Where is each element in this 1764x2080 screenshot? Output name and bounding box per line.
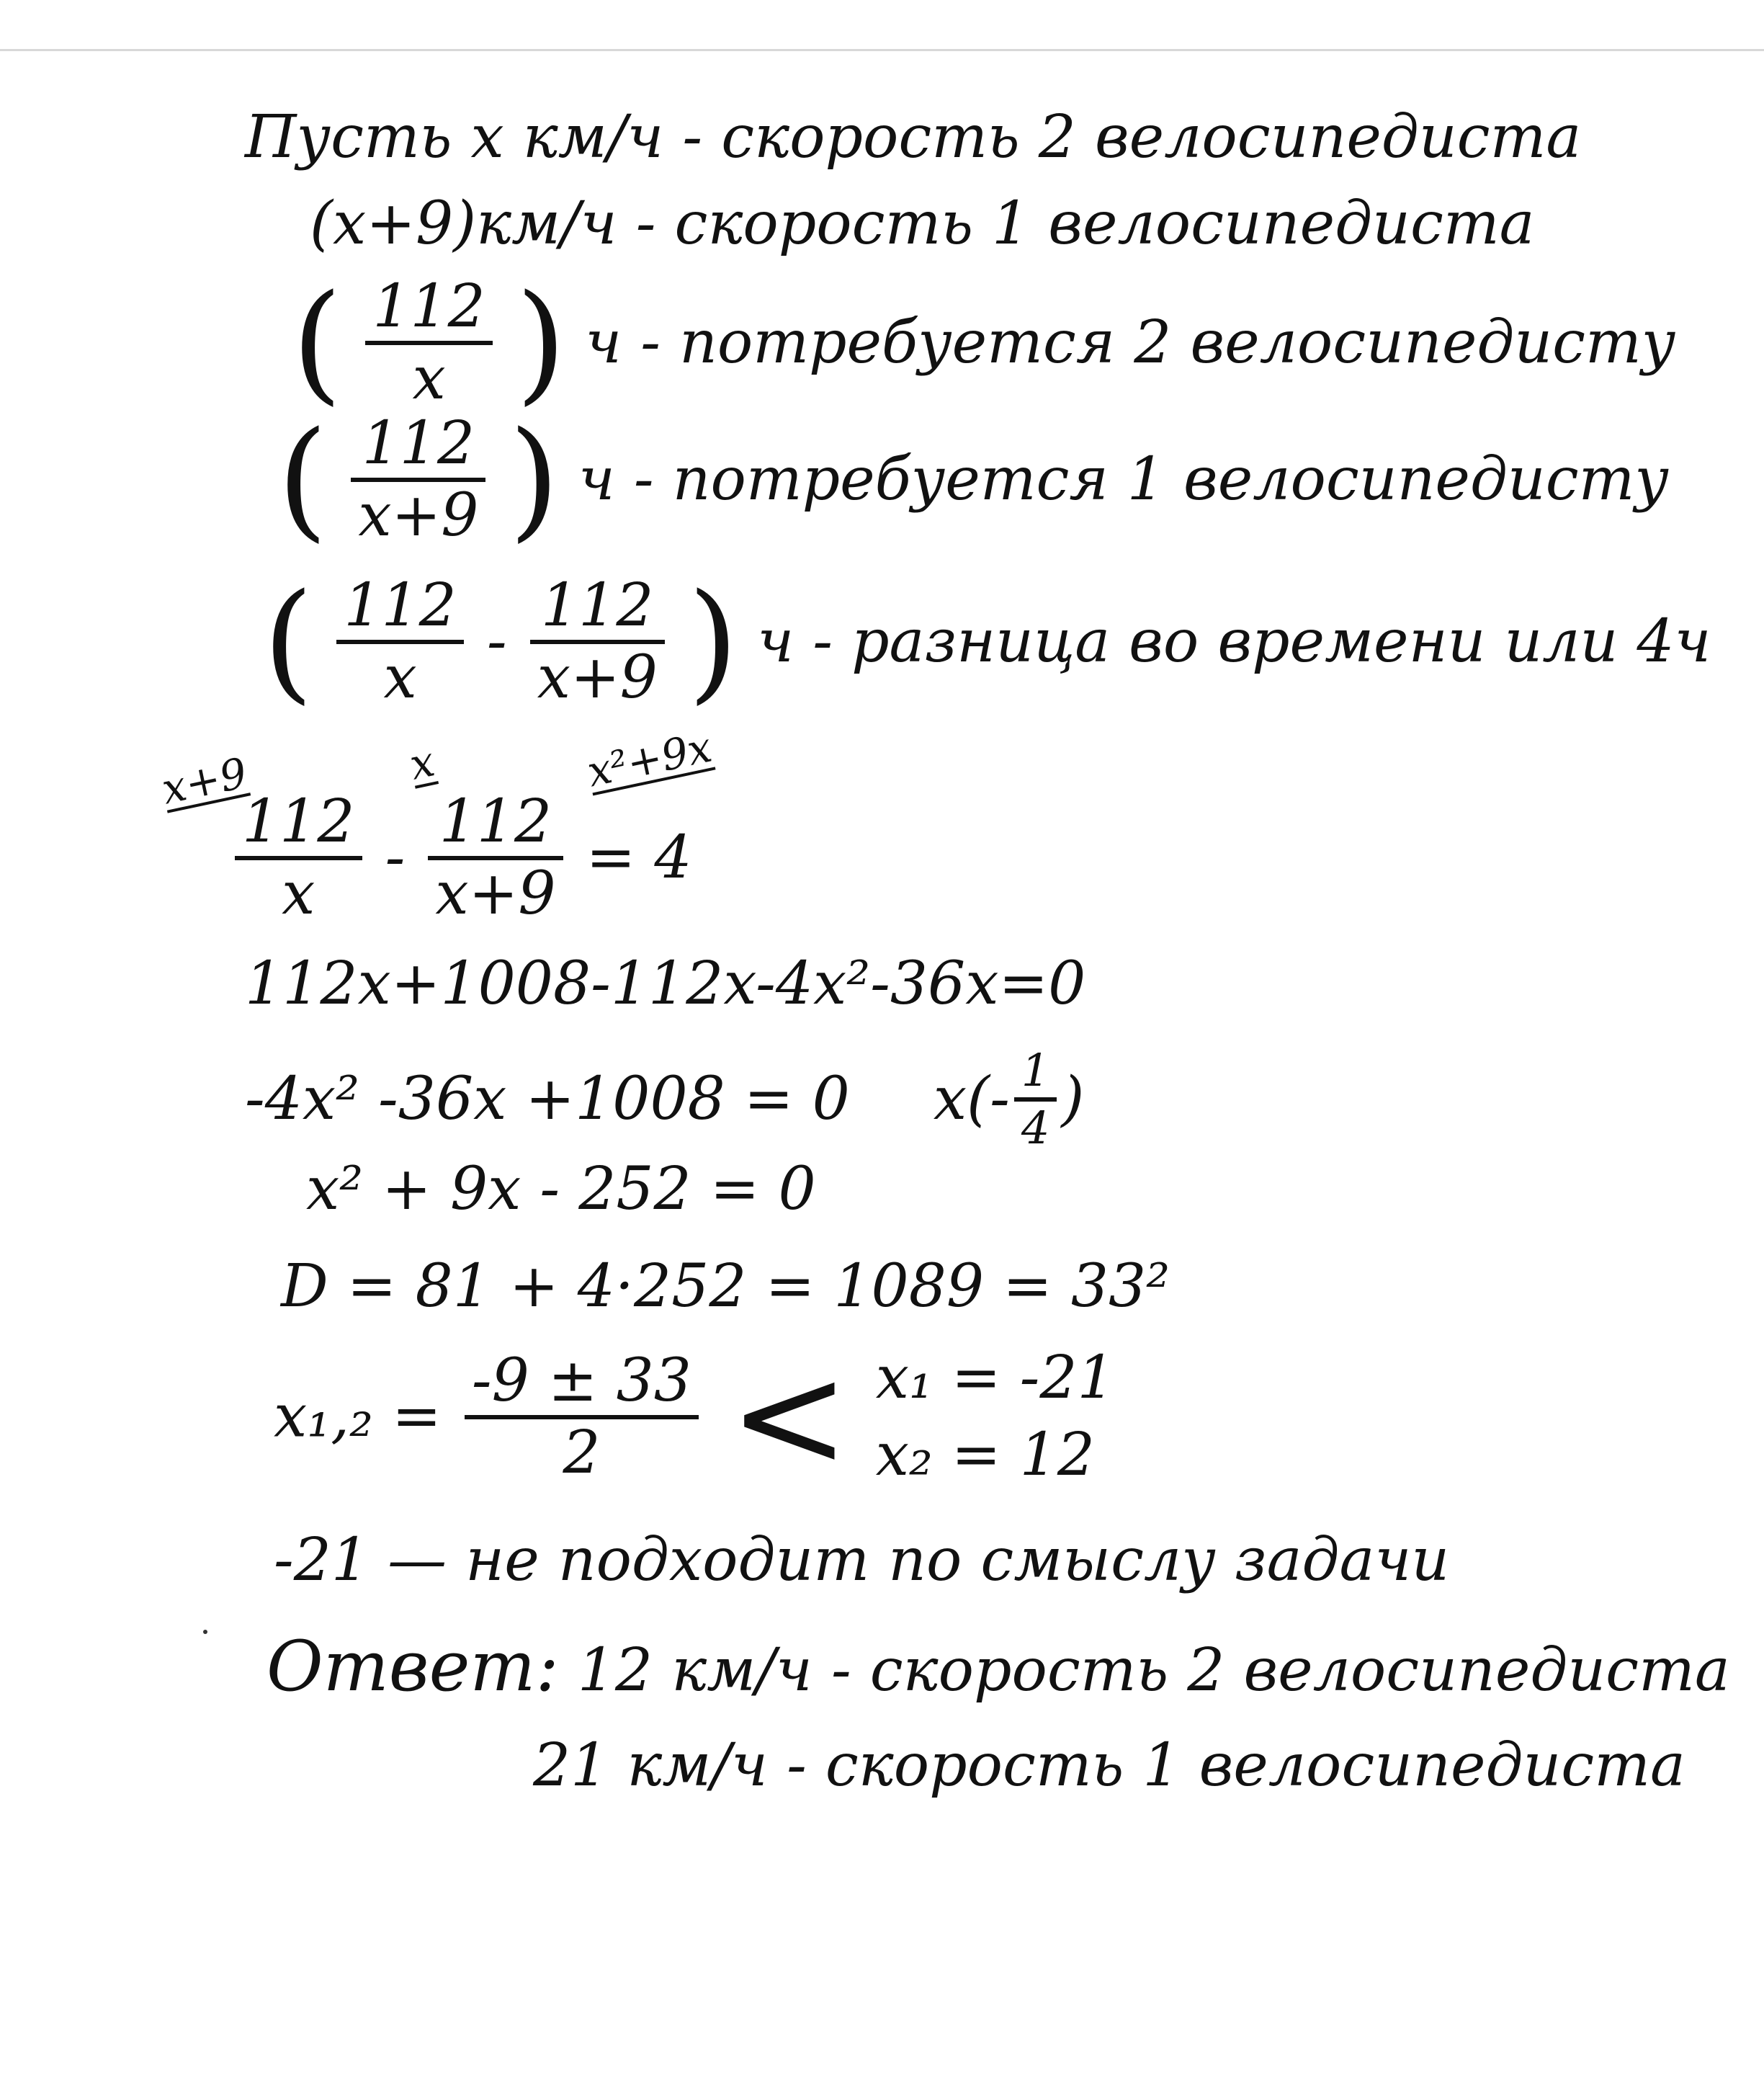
line-3: ( $\frac{112}{x}$ ) ч - потребуется 2 велосипедисту <box>292 267 1676 418</box>
line-10: D = 81 + 4·252 = 1089 = 33² <box>281 1252 1170 1321</box>
open-paren: ( <box>263 566 314 717</box>
open-paren: ( <box>277 404 328 555</box>
multiplier-fraction: $\frac{1}{4}$ <box>1014 1048 1057 1151</box>
line-8: -4x² -36x +1008 = 0 x(- $\frac{1}{4}$ ) <box>245 1044 1085 1154</box>
line-13: Ответ: 12 км/ч - скорость 2 велосипедиста <box>267 1626 1730 1707</box>
line-12: -21 — не подходит по смыслу задачи <box>274 1526 1450 1594</box>
close-paren: ) <box>515 267 567 418</box>
ink-speck <box>203 1630 207 1634</box>
line-14: 21 км/ч - скорость 1 велосипедиста <box>533 1731 1685 1800</box>
roots-fraction: $\frac{-9 \pm 33}{2}$ <box>465 1352 699 1483</box>
fraction-2: $\frac{112}{x+9}$ <box>530 576 665 708</box>
close-paren: ) <box>687 566 739 717</box>
fraction: $\frac{112}{x}$ <box>365 277 493 409</box>
fraction-1: $\frac{112}{x}$ <box>235 793 362 924</box>
line-6: $\frac{112}{x}$ - $\frac{112}{x+9}$ = 4 <box>230 793 692 924</box>
close-paren: ) <box>509 404 560 555</box>
line-5: ( $\frac{112}{x}$ - $\frac{112}{x+9}$ ) ч - разница во времени или 4ч <box>263 566 1711 717</box>
line-4: ( $\frac{112}{x+9}$ ) ч - потребуется 1 велосипедисту <box>277 404 1669 555</box>
fraction-1: $\frac{112}{x}$ <box>336 576 464 708</box>
line-7: 112x+1008-112x-4x²-36x=0 <box>245 950 1086 1018</box>
line-2: (x+9)км/ч - скорость 1 велосипедиста <box>310 189 1535 258</box>
line-11: x₁,₂ = $\frac{-9 \pm 33}{2}$ < x₁ = -21 x₂ = 12 <box>274 1332 1115 1501</box>
multiplier-3: x²+9x <box>583 722 716 797</box>
open-paren: ( <box>292 267 343 418</box>
line-9: x² + 9x - 252 = 0 <box>306 1155 816 1223</box>
fraction-2: $\frac{112}{x+9}$ <box>428 793 563 924</box>
multiplier-2: x <box>405 736 439 790</box>
roots: x₁ = -21 x₂ = 12 <box>875 1344 1115 1489</box>
paper-top-edge <box>0 49 1764 51</box>
fraction: $\frac{112}{x+9}$ <box>351 414 485 545</box>
multiplier-1: x+9 <box>157 748 251 814</box>
line-1: Пусть x км/ч - скорость 2 велосипедиста <box>245 103 1582 171</box>
